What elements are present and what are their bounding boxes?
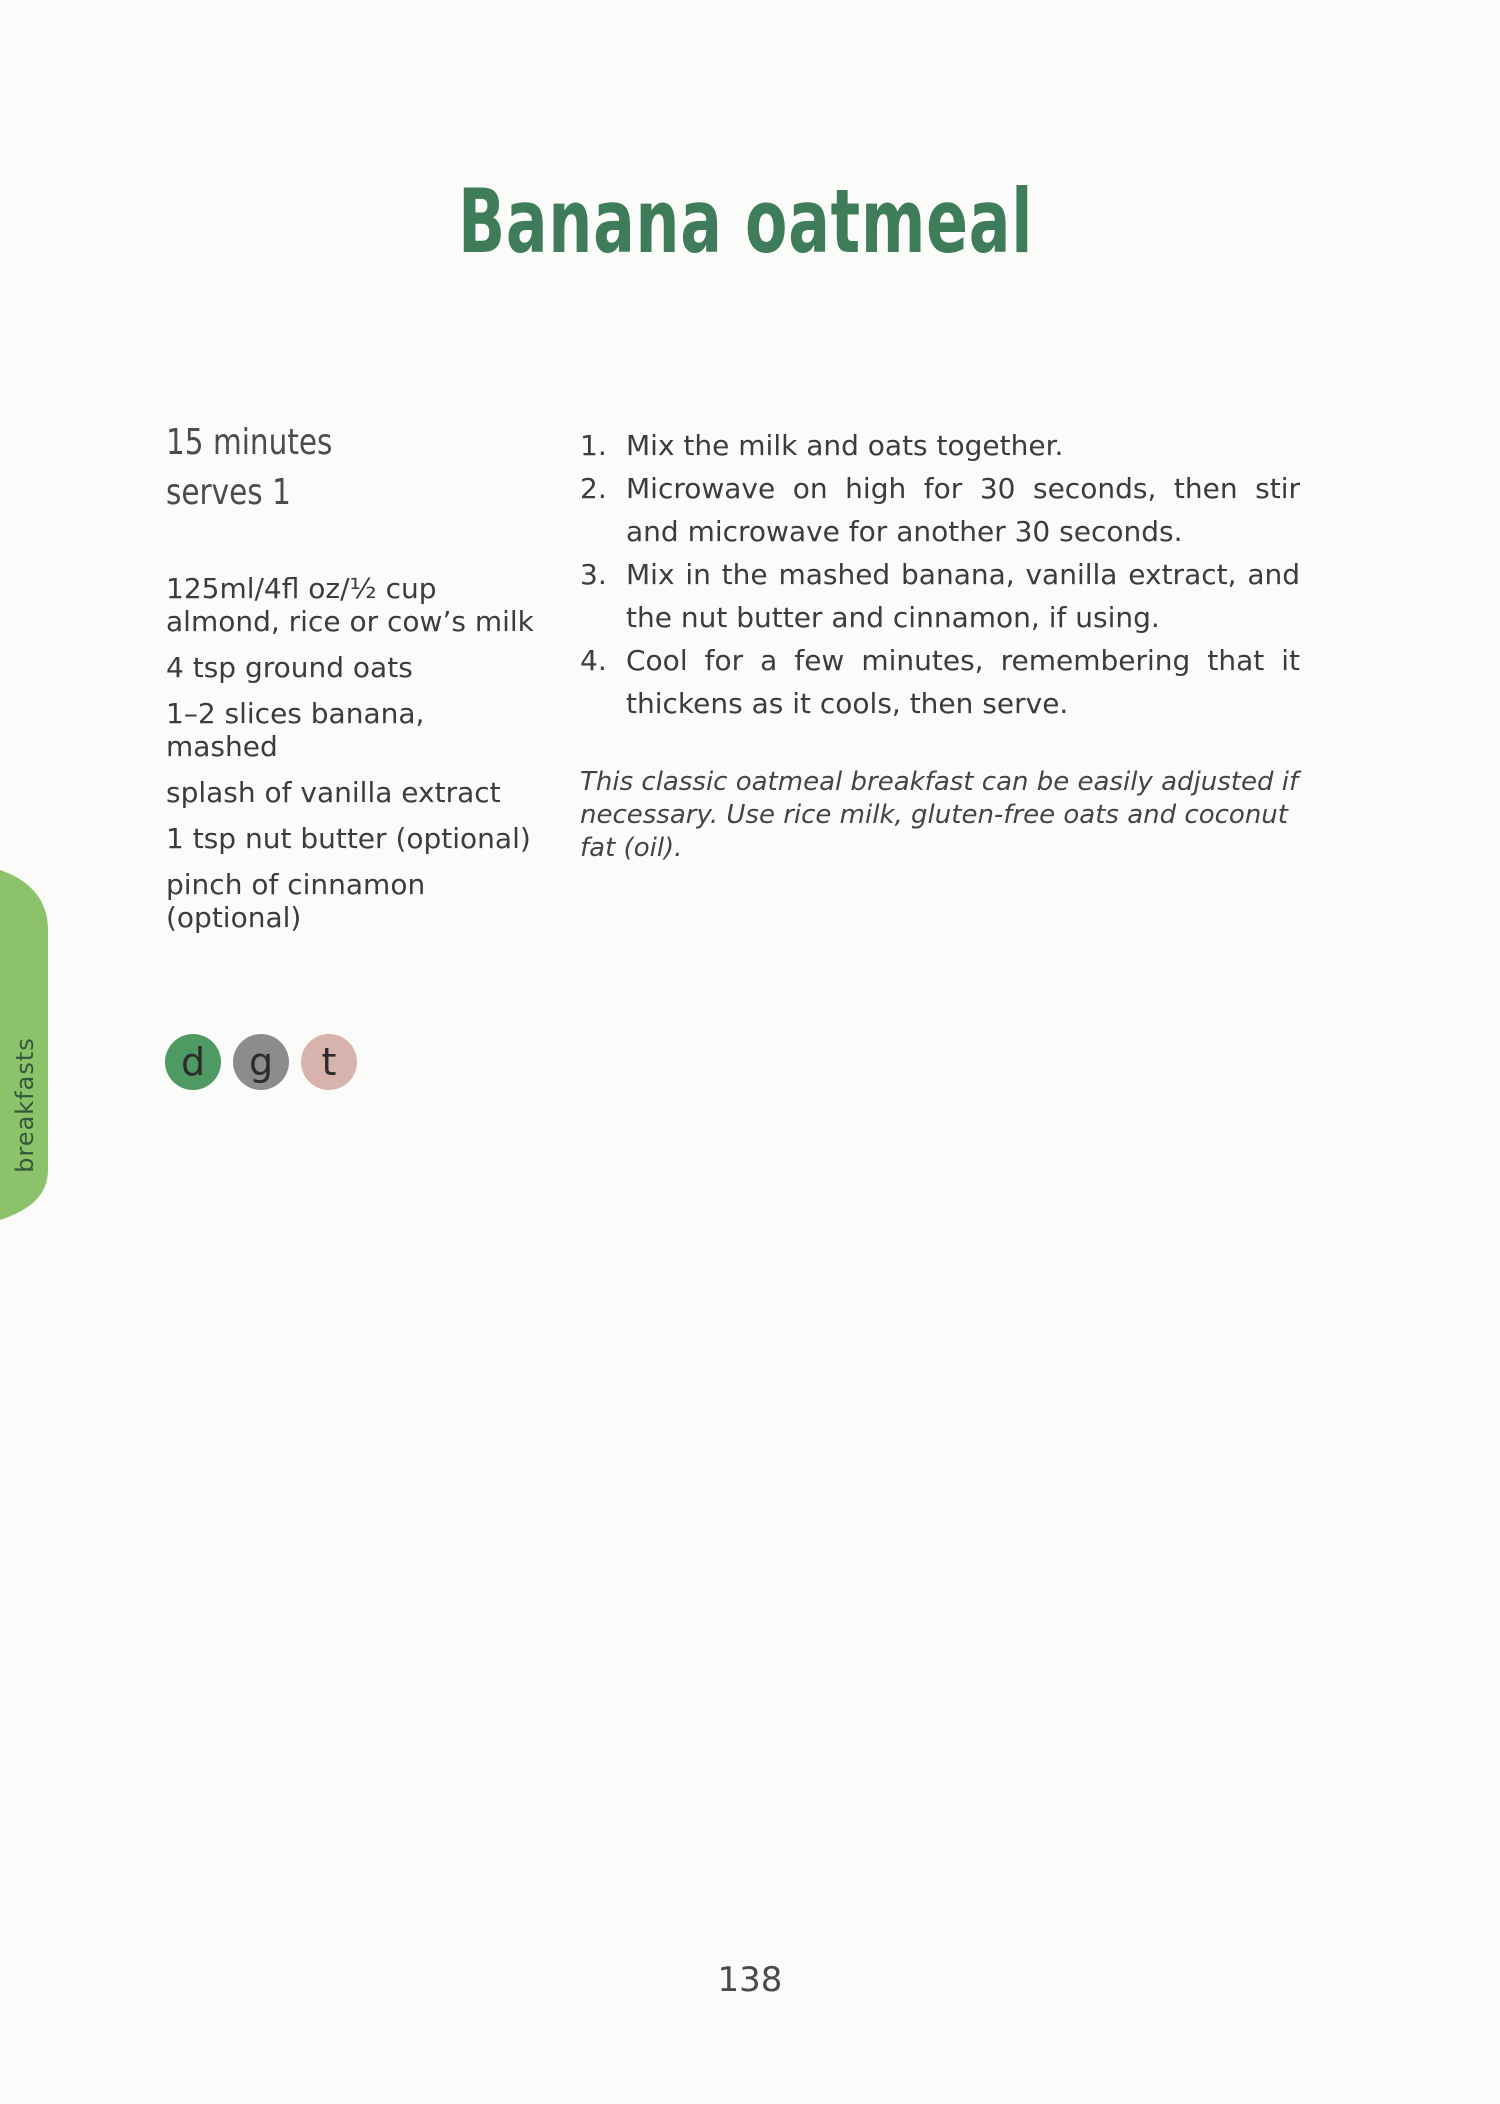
ingredient-item: 4 tsp ground oats [166,651,413,684]
method-step [580,467,1300,553]
step-number: 3. [580,558,607,591]
servings: serves 1 [166,472,291,513]
step-text: Microwave on high for 30 seconds, then stir and microwave for another 30 seconds. [626,472,1300,548]
page-number: 138 [717,1960,783,2000]
step-text: Mix in the mashed banana, vanilla extract, and the nut butter and cinnamon, if using. [626,558,1300,634]
recipe-meta [166,418,369,518]
recipe-title: Banana oatmeal [458,170,1034,273]
step-text: Mix the milk and oats together. [626,429,1064,462]
step-text: Cool for a few minutes, remembering that it thickens as it cools, then serve. [626,644,1300,720]
ingredient-item: splash of vanilla extract [166,776,501,809]
method-steps [580,424,1300,725]
recipe-note: This classic oatmeal breakfast can be easily adjusted if necessary. Use rice milk, gluten-free oats and coconut fat (oil). [580,767,1299,863]
step-number: 2. [580,472,607,505]
ingredient-item: 1 tsp nut butter (optional) [166,822,531,855]
diet-badges [165,1034,357,1090]
section-tab-label [8,1037,42,1173]
method-step [580,424,1300,467]
ingredient-item: 1–2 slices banana, mashed [166,697,425,763]
dairy-free-badge: d [165,1034,221,1090]
ingredient-item: 125ml/4fl oz/½ cup almond, rice or cow’s milk [166,572,534,638]
ingredient-item: pinch of cinnamon (optional) [166,868,426,934]
ingredients-list [166,572,536,947]
t-badge: t [301,1034,357,1090]
section-tab-text: breakfasts [11,1037,39,1173]
method-step [580,639,1300,725]
step-number: 4. [580,644,607,677]
gluten-free-badge: g [233,1034,289,1090]
prep-time: 15 minutes [166,422,333,463]
step-number: 1. [580,429,607,462]
method-step [580,553,1300,639]
